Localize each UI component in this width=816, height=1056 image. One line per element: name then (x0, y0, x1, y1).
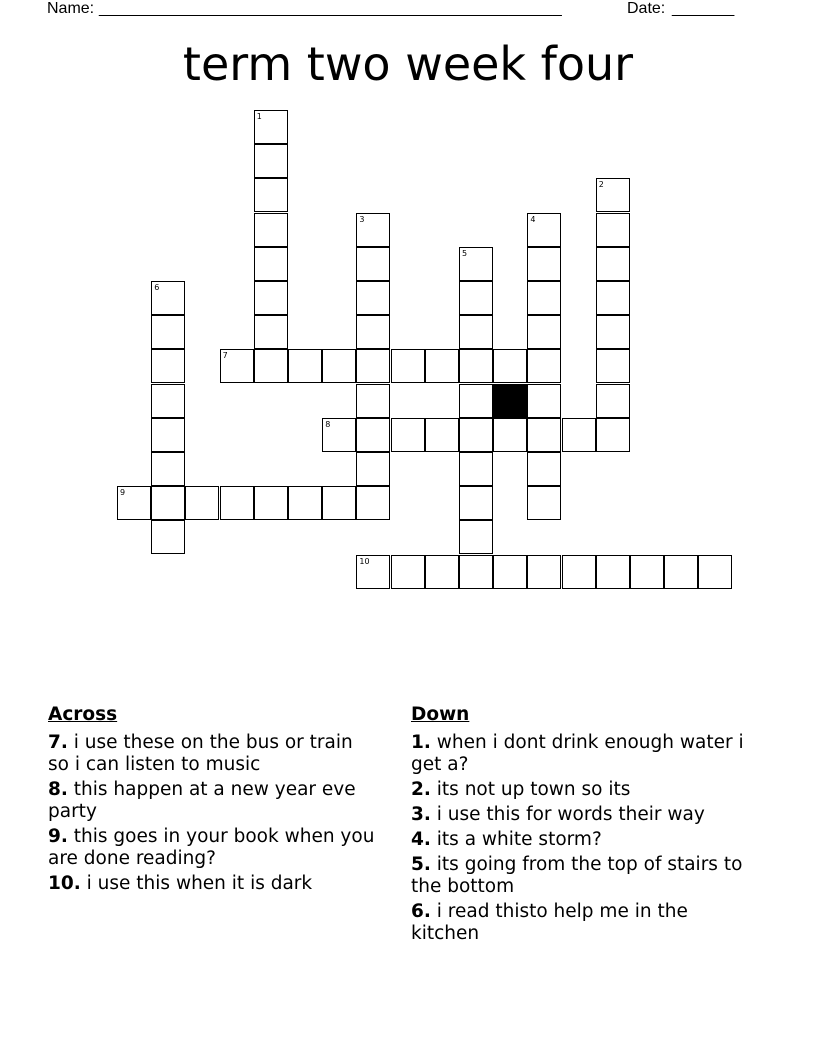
clue-down-1 (411, 732, 751, 776)
clue-text: i read thisto help me in the kitchen (411, 901, 688, 944)
grid-cell[interactable] (459, 520, 493, 554)
grid-cell[interactable] (527, 486, 561, 520)
grid-cell[interactable] (254, 144, 288, 178)
clue-number: 9. (48, 826, 68, 847)
grid-cell[interactable] (596, 213, 630, 247)
grid-cell[interactable] (220, 486, 254, 520)
grid-cell[interactable] (459, 315, 493, 349)
grid-cell[interactable] (596, 315, 630, 349)
grid-cell[interactable] (288, 486, 322, 520)
clue-text: i use these on the bus or train so i can listen to music (48, 732, 353, 775)
grid-cell[interactable] (322, 486, 356, 520)
grid-cell[interactable] (425, 349, 459, 383)
grid-cell[interactable] (322, 418, 356, 452)
clue-number: 3. (411, 804, 431, 825)
grid-cell[interactable] (459, 281, 493, 315)
grid-cell[interactable] (459, 349, 493, 383)
clue-text: its a white storm? (430, 829, 602, 850)
grid-cell[interactable] (527, 349, 561, 383)
date-blank[interactable]: _______ (672, 0, 735, 17)
grid-cell[interactable] (254, 247, 288, 281)
grid-cell[interactable] (151, 418, 185, 452)
clue-number-label: 7 (222, 351, 228, 361)
grid-cell[interactable] (596, 178, 630, 212)
clue-text: this happen at a new year eve party (48, 779, 356, 822)
grid-cell[interactable] (425, 418, 459, 452)
grid-cell[interactable] (356, 213, 390, 247)
grid-cell[interactable] (425, 555, 459, 589)
clue-number: 6. (411, 901, 431, 922)
grid-cell[interactable] (630, 555, 664, 589)
clue-across-7 (48, 732, 378, 776)
grid-cell[interactable] (151, 486, 185, 520)
grid-cell[interactable] (254, 110, 288, 144)
grid-cell[interactable] (596, 384, 630, 418)
clue-number: 1. (411, 732, 431, 753)
grid-cell[interactable] (527, 555, 561, 589)
clue-down-2 (411, 779, 751, 801)
clue-number-label: 10 (359, 556, 370, 566)
down-heading: Down (411, 704, 470, 725)
grid-cell[interactable] (356, 315, 390, 349)
clue-across-8 (48, 779, 378, 823)
grid-cell[interactable] (356, 384, 390, 418)
grid-cell[interactable] (459, 384, 493, 418)
clue-down-4 (411, 829, 751, 851)
grid-cell[interactable] (698, 555, 732, 589)
grid-cell[interactable] (254, 281, 288, 315)
grid-cell[interactable] (596, 247, 630, 281)
grid-cell[interactable] (527, 315, 561, 349)
grid-cell[interactable] (596, 349, 630, 383)
clue-number-label: 8 (325, 419, 331, 429)
grid-cell[interactable] (151, 349, 185, 383)
clue-number-label: 4 (530, 214, 536, 224)
date-label: Date: (627, 0, 670, 17)
grid-cell[interactable] (220, 349, 254, 383)
grid-cell[interactable] (527, 452, 561, 486)
clue-down-5 (411, 854, 751, 898)
across-clues (48, 704, 378, 898)
grid-cell[interactable] (459, 486, 493, 520)
grid-cell[interactable] (254, 178, 288, 212)
grid-cell[interactable] (254, 349, 288, 383)
grid-cell[interactable] (288, 349, 322, 383)
clue-down-6 (411, 901, 751, 945)
grid-cell[interactable] (151, 315, 185, 349)
across-heading: Across (48, 704, 118, 725)
clue-number: 2. (411, 779, 431, 800)
grid-cell[interactable] (527, 247, 561, 281)
clue-text: its not up town so its (430, 779, 631, 800)
grid-cell[interactable] (391, 418, 425, 452)
grid-cell[interactable] (356, 281, 390, 315)
grid-cell[interactable] (185, 486, 219, 520)
grid-cell[interactable] (493, 555, 527, 589)
clue-across-9 (48, 826, 378, 870)
clue-text: i use this when it is dark (80, 873, 313, 894)
grid-cell[interactable] (596, 418, 630, 452)
clue-number-label: 3 (359, 214, 365, 224)
page-title: term two week four (182, 37, 634, 91)
grid-cell[interactable] (596, 555, 630, 589)
grid-cell[interactable] (596, 281, 630, 315)
clue-down-3 (411, 804, 751, 826)
grid-cell[interactable] (356, 452, 390, 486)
grid-cell[interactable] (356, 418, 390, 452)
clue-number: 7. (48, 732, 68, 753)
down-clues (411, 704, 751, 948)
grid-cell[interactable] (527, 418, 561, 452)
grid-cell[interactable] (562, 555, 596, 589)
grid-cell[interactable] (356, 555, 390, 589)
clue-number-label: 6 (154, 283, 160, 292)
grid-cell[interactable] (664, 555, 698, 589)
grid-cell[interactable] (254, 315, 288, 349)
grid-cell[interactable] (322, 349, 356, 383)
grid-cell[interactable] (562, 418, 596, 452)
grid-cell[interactable] (356, 486, 390, 520)
clue-number-label: 1 (256, 112, 262, 121)
clue-number-label: 9 (120, 488, 126, 498)
grid-cell[interactable] (493, 349, 527, 383)
grid-cell[interactable] (493, 418, 527, 452)
grid-cell[interactable] (459, 247, 493, 281)
grid-cell[interactable] (151, 520, 185, 554)
clue-text: its going from the top of stairs to the bottom (411, 854, 743, 897)
black-cell (493, 384, 527, 418)
clue-number-label: 5 (462, 248, 468, 258)
grid-cell[interactable] (391, 349, 425, 383)
name-label: Name: (47, 0, 99, 17)
grid-cell[interactable] (527, 384, 561, 418)
grid-cell[interactable] (356, 247, 390, 281)
grid-cell[interactable] (459, 452, 493, 486)
grid-cell[interactable] (356, 349, 390, 383)
grid-cell[interactable] (254, 486, 288, 520)
grid-cell[interactable] (459, 555, 493, 589)
clue-text: when i dont drink enough water i get a? (411, 732, 744, 775)
grid-cell[interactable] (151, 281, 185, 315)
clue-number-label: 2 (598, 180, 604, 190)
grid-cell[interactable] (151, 452, 185, 486)
grid-cell[interactable] (151, 384, 185, 418)
grid-cell[interactable] (459, 418, 493, 452)
clue-text: this goes in your book when you are done reading? (48, 826, 375, 869)
grid-cell[interactable] (254, 213, 288, 247)
clue-number: 8. (48, 779, 68, 800)
clue-number: 5. (411, 854, 431, 875)
grid-cell[interactable] (527, 281, 561, 315)
clue-number: 4. (411, 829, 431, 850)
grid-cell[interactable] (527, 213, 561, 247)
clue-across-10 (48, 873, 378, 895)
clue-text: i use this for words their way (430, 804, 705, 825)
grid-cell[interactable] (391, 555, 425, 589)
grid-cell[interactable] (117, 486, 151, 520)
name-blank[interactable]: ____________________________________________________ (99, 0, 562, 17)
clue-number: 10. (48, 873, 81, 894)
